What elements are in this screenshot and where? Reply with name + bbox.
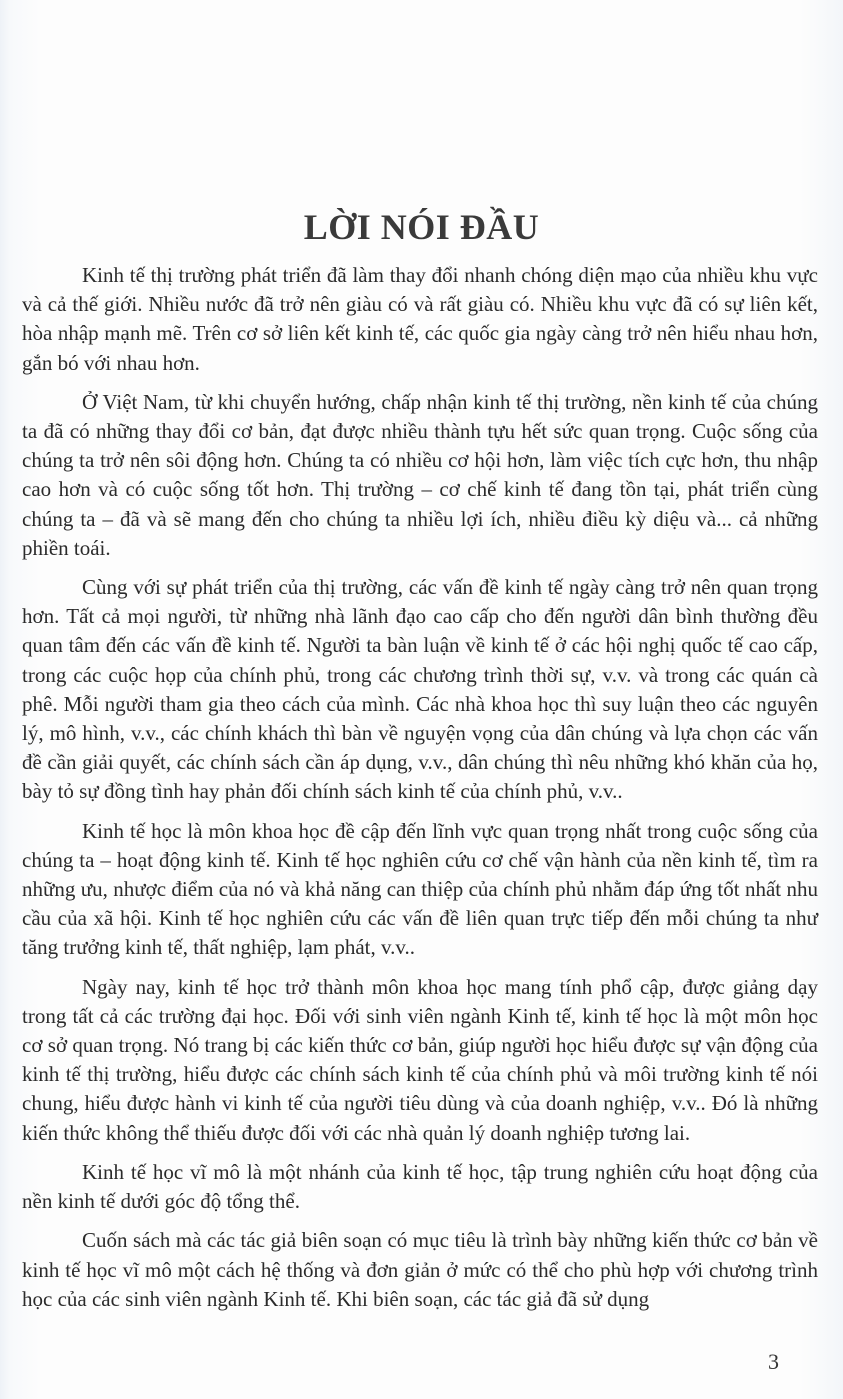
paragraph: Cuốn sách mà các tác giả biên soạn có mục tiêu là trình bày những kiến thức cơ bản về kinh tế học vĩ mô một cách hệ thống và đơn giản ở mức có thể cho phù hợp với chương trình học của các sinh viên ngành Kinh tế. Khi biên soạn, các tác giả đã sử dụng	[22, 1228, 818, 1311]
page-title: LỜI NÓI ĐẦU	[303, 207, 540, 247]
paragraph: Kinh tế học vĩ mô là một nhánh của kinh tế học, tập trung nghiên cứu hoạt động của nền kinh tế dưới góc độ tổng thể.	[22, 1159, 818, 1214]
paragraph: Kinh tế học là môn khoa học đề cập đến lĩnh vực quan trọng nhất trong cuộc sống của chúng ta – hoạt động kinh tế. Kinh tế học nghiên cứu cơ chế vận hành của nền kinh tế, tìm ra những ưu, nhược điểm của nó và khả năng can thiệp của chính phủ nhằm đáp ứng tốt nhất nhu cầu của xã hội. Kinh tế học nghiên cứu các vấn đề liên quan trực tiếp đến mỗi chúng ta như tăng trưởng kinh tế, thất nghiệp, lạm phát, v.v..	[22, 818, 818, 960]
paragraph: Kinh tế thị trường phát triển đã làm thay đổi nhanh chóng diện mạo của nhiều khu vực và cả thế giới. Nhiều nước đã trở nên giàu có và rất giàu có. Nhiều khu vực đã có sự liên kết, hòa nhập mạnh mẽ. Trên cơ sở liên kết kinh tế, các quốc gia ngày càng trở nên hiểu nhau hơn, gắn bó với nhau hơn.	[22, 263, 818, 375]
paragraph: Cùng với sự phát triển của thị trường, các vấn đề kinh tế ngày càng trở nên quan trọng hơn. Tất cả mọi người, từ những nhà lãnh đạo cao cấp cho đến người dân bình thường đều quan tâm đến các vấn đề kinh tế. Người ta bàn luận về kinh tế ở các hội nghị quốc tế cao cấp, trong các cuộc họp của chính phủ, trong các chương trình thời sự, v.v. và trong các quán cà phê. Mỗi người tham gia theo cách của mình. Các nhà khoa học thì suy luận theo các nguyên lý, mô hình, v.v., các chính khách thì bàn về nguyện vọng của dân chúng và lựa chọn các vấn đề cần giải quyết, các chính sách cần áp dụng, v.v., dân chúng thì nêu những khó khăn của họ, bày tỏ sự đồng tình hay phản đối chính sách kinh tế của chính phủ, v.v..	[22, 575, 818, 804]
body-text	[22, 261, 818, 1324]
paragraph: Ở Việt Nam, từ khi chuyển hướng, chấp nhận kinh tế thị trường, nền kinh tế của chúng ta đã có những thay đổi cơ bản, đạt được nhiều thành tựu hết sức quan trọng. Cuộc sống của chúng ta trở nên sôi động hơn. Chúng ta có nhiều cơ hội hơn, làm việc tích cực hơn, thu nhập cao hơn và có cuộc sống tốt hơn. Thị trường – cơ chế kinh tế đang tồn tại, phát triển cùng chúng ta – đã và sẽ mang đến cho chúng ta nhiều lợi ích, nhiều điều kỳ diệu và... cả những phiền toái.	[22, 389, 818, 560]
paragraph: Ngày nay, kinh tế học trở thành môn khoa học mang tính phổ cập, được giảng dạy trong tất cả các trường đại học. Đối với sinh viên ngành Kinh tế, kinh tế học là một môn học cơ sở quan trọng. Nó trang bị các kiến thức cơ bản, giúp người học hiểu được sự vận động của kinh tế thị trường, hiểu được các chính sách kinh tế của chính phủ và môi trường kinh tế nói chung, hiểu được hành vi kinh tế của người tiêu dùng và của doanh nghiệp, v.v.. Đó là những kiến thức không thể thiếu được đối với các nhà quản lý doanh nghiệp tương lai.	[22, 974, 818, 1145]
page-number: 3	[768, 1349, 779, 1374]
